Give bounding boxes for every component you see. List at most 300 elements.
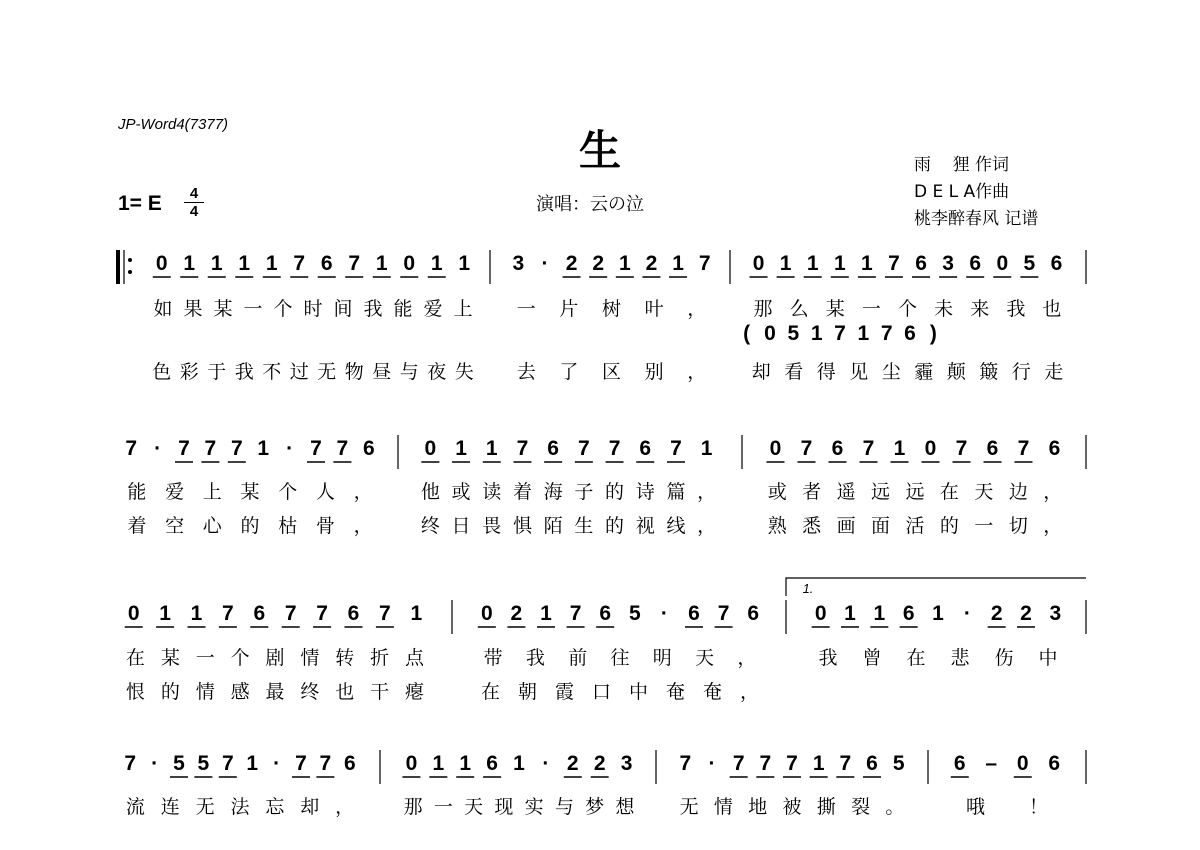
lyric-char: 的 [605,515,625,537]
lyric-char: 。 [885,796,905,818]
time-signature-bottom: 4 [189,203,199,220]
note: 0 [996,252,1009,275]
note: 0 [480,602,493,625]
note: · [542,752,550,775]
note: 6 [866,752,878,775]
lyric-char: 在 [939,481,959,503]
lyric-char: 簸 [979,361,999,383]
lyric-char: 无 [317,361,337,383]
lyric-char: 的 [160,681,180,703]
lyric-char: 远 [905,481,925,503]
aux-note: ) [929,322,937,345]
note: 0 [924,437,937,460]
lyric-char: 在 [480,681,501,703]
lyric-char: 于 [207,361,227,383]
note: 1 [806,252,819,275]
note: 6 [986,437,999,460]
song-title: 生 [578,126,621,175]
lyric-char: 我 [818,647,838,669]
note: 7 [221,752,234,775]
lyric-char: 一 [243,298,263,320]
note: 2 [1020,602,1032,625]
note: 1 [618,252,631,275]
note: 6 [1050,252,1063,275]
lyric-char: 我 [1006,298,1026,320]
note: 3 [942,252,954,275]
lyric-char: 干 [370,681,390,703]
lyric-char: 却 [751,361,771,383]
lyric-char: 剧 [265,647,285,669]
lyricist-credit: 雨 狸 作词 [914,155,1010,175]
lyric-char: ， [335,796,355,818]
lyric-char: 区 [601,361,622,383]
note: 7 [578,437,590,460]
note: 1 [932,602,944,625]
note: 0 [814,602,827,625]
note: 0 [1016,752,1029,775]
note: 7 [310,437,322,460]
lyric-char: 时 [303,298,323,320]
lyric-char: 生 [574,515,594,537]
note: 6 [486,752,498,775]
note: · [963,602,971,625]
lyric-char: 见 [849,361,869,383]
note: · [286,437,294,460]
note: 7 [348,252,361,275]
lyric-char: 不 [262,361,282,383]
lyric-char: 一 [195,647,215,669]
lyric-char: 中 [1038,647,1058,669]
lyric-char: 转 [335,647,355,669]
lyric-char: 骨 [315,515,335,537]
source-label: JP-Word4(7377) [118,116,229,133]
note: 7 [839,752,852,775]
note: 1 [257,437,270,460]
aux-note: 0 [764,322,776,345]
lyric-char: 我 [234,361,254,383]
repeat-dot [128,258,132,262]
lyric-char: 一 [974,515,994,537]
lyric-char: 切 [1008,515,1028,537]
note: 1 [159,602,171,625]
lyric-char: 也 [1042,298,1062,320]
lyric-char: 夜 [427,361,447,383]
note: 2 [593,752,606,775]
lyric-char: 带 [483,647,503,669]
lyric-char: 别 [644,361,664,383]
note: 1 [513,752,525,775]
lyric-char: 我 [525,647,545,669]
note: 7 [862,437,875,460]
lyric-char: 树 [601,298,622,320]
aux-note: 7 [880,322,893,345]
lyric-char: 物 [344,361,364,383]
note: 7 [955,437,968,460]
aux-note: 7 [834,322,846,345]
aux-note: ( [743,322,751,345]
lyric-char: 我 [363,298,383,320]
lyric-char: 空 [165,515,185,537]
lyric-char: ， [739,681,760,703]
lyric-char: 他 [420,481,440,503]
lyric-char: 折 [370,647,390,669]
lyric-char: 看 [784,361,804,383]
lyric-char: 天 [695,647,715,669]
lyric-char: ， [697,481,717,503]
lyric-char: 爱 [165,481,185,503]
composer-credit: D E L A作曲 [914,182,1010,202]
note: 3 [620,752,633,775]
lyric-char: 朝 [517,681,538,703]
note: 1 [672,252,684,275]
lyric-char: 无 [195,796,215,818]
note: 1 [700,437,713,460]
aux-note: 5 [787,322,800,345]
note: 2 [990,602,1003,625]
lyric-char: 尘 [881,361,901,383]
note: 6 [1048,752,1061,775]
note: 7 [717,602,730,625]
lyric-char: 某 [160,647,180,669]
lyric-char: 曾 [862,647,882,669]
lyric-char: 也 [335,681,355,703]
lyric-char: 那 [403,796,423,818]
note: 0 [155,252,168,275]
lyric-char: 着 [127,515,147,537]
lyric-char: 霞 [554,681,575,703]
note: 7 [222,602,234,625]
note: 6 [347,602,360,625]
note: 7 [759,752,772,775]
note: 1 [455,437,467,460]
time-signature-top: 4 [189,185,199,202]
lyric-char: 如 [153,298,173,320]
lyric-char: ， [687,361,707,383]
lyric-char: 活 [905,515,925,537]
lyric-char: 中 [628,681,649,703]
lyric-char: 了 [559,361,579,383]
lyric-char: 那 [753,298,773,320]
note: 5 [628,602,641,625]
note: 5 [892,752,905,775]
note: 7 [230,437,243,460]
note: · [154,437,162,460]
lyric-char: ， [737,647,757,669]
note: 1 [893,437,906,460]
note: 7 [679,752,692,775]
lyric-char: 瘪 [405,681,425,703]
note: 0 [752,252,765,275]
note: 6 [253,602,266,625]
note: 6 [362,437,375,460]
note: 7 [569,602,582,625]
note: 0 [403,252,416,275]
note: 7 [670,437,682,460]
lyric-char: 某 [213,298,233,320]
volta-bracket [786,578,1086,596]
note: · [151,752,159,775]
note: 7 [698,252,711,275]
lyric-char: 彩 [179,361,199,383]
lyric-char: 面 [871,515,891,537]
lyric-char: 某 [825,298,845,320]
note: 7 [800,437,813,460]
note: 7 [125,437,138,460]
note: · [541,252,549,275]
lyric-char: 在 [125,647,145,669]
lyric-char: 失 [454,361,474,383]
lyric-char: 恨 [125,681,145,703]
note: 6 [599,602,612,625]
note: 7 [293,252,306,275]
lyric-char: 流 [125,796,145,818]
note: 0 [405,752,418,775]
note: 6 [831,437,844,460]
note: 7 [316,602,328,625]
note: 2 [510,602,523,625]
note: 7 [1017,437,1030,460]
note: 0 [424,437,437,460]
lyric-char: 行 [1011,361,1031,383]
note: 5 [173,752,185,775]
lyric-char: 去 [516,361,536,383]
note: 1 [238,252,251,275]
lyric-char: ， [687,298,707,320]
note: 6 [915,252,927,275]
note: 1 [410,602,423,625]
lyric-char: 实 [524,796,544,818]
lyric-char: 终 [420,515,440,537]
lyric-char: 某 [240,481,260,503]
lyric-char: 上 [202,481,222,503]
lyric-char: 线 [666,515,686,537]
note: 1 [375,252,388,275]
lyric-char: 明 [652,647,672,669]
lyric-char: 无 [679,796,699,818]
note: 0 [769,437,782,460]
note: 6 [902,602,915,625]
lyric-char: 裂 [851,796,871,818]
key-signature: 1= E [118,192,162,215]
note: 1 [459,752,472,775]
lyric-char: 被 [782,796,802,818]
note: 7 [732,752,745,775]
lyric-char: 未 [934,298,954,320]
repeat-dot [128,270,132,274]
lyric-char: 忘 [265,796,285,818]
lyric-char: 边 [1008,481,1028,503]
note: 7 [888,252,900,275]
lyric-char: 终 [300,681,320,703]
lyric-char: 个 [897,298,918,320]
lyric-char: 爱 [423,298,443,320]
note: – [985,752,998,775]
lyric-char: 的 [939,515,959,537]
lyric-char: 惧 [512,515,532,537]
lyric-char: ， [697,515,717,537]
lyric-char: 能 [393,298,413,320]
note: 6 [969,252,982,275]
volta-label: 1. [802,581,814,596]
note: 6 [953,752,966,775]
lyric-char: 人 [315,481,335,503]
lyric-char: 读 [482,481,502,503]
lyric-char: ， [1043,515,1063,537]
note: 1 [844,602,856,625]
lyric-char: 情 [300,647,320,669]
lyric-char: 哦 [965,796,986,818]
lyric-char: 者 [802,481,822,503]
lyric-char: 点 [405,647,425,669]
aux-note: 6 [904,322,916,345]
note: 7 [204,437,217,460]
lyric-char: 遥 [836,481,856,503]
lyric-char: 篇 [666,481,686,503]
note: 7 [786,752,798,775]
lyric-char: 颠 [946,361,966,383]
note: 1 [183,252,196,275]
note: 7 [516,437,529,460]
note: 1 [873,602,886,625]
note: 3 [512,252,525,275]
lyric-char: 的 [605,481,625,503]
note: 7 [379,602,391,625]
note: 6 [688,602,700,625]
note: 2 [566,752,579,775]
note: 2 [565,252,578,275]
note: · [708,752,716,775]
note: · [273,752,281,775]
lyric-char: 得 [816,361,836,383]
lyric-char: 天 [464,796,484,818]
note: 1 [246,752,259,775]
lyric-char: 天 [974,481,994,503]
note: 1 [861,252,873,275]
lyric-char: 能 [127,481,147,503]
lyric-char: 视 [635,515,655,537]
lyric-char: 或 [451,481,471,503]
note: 6 [639,437,652,460]
note: 1 [432,752,445,775]
lyric-char: 么 [789,298,809,320]
note: 7 [295,752,307,775]
lyric-char: 着 [512,481,532,503]
lyric-char: 上 [453,298,473,320]
lyric-char: 诗 [635,481,655,503]
lyric-char: 过 [289,361,309,383]
note: 1 [430,252,443,275]
lyric-char: 奄 [665,681,686,703]
lyric-char: 片 [559,298,579,320]
lyric-char: 现 [494,796,514,818]
note: 1 [540,602,552,625]
note: 7 [284,602,297,625]
note: · [660,602,668,625]
note: 2 [645,252,658,275]
note: 7 [336,437,349,460]
lyric-char: 走 [1044,361,1064,383]
lyric-char: 间 [333,298,353,320]
lyric-char: 个 [278,481,298,503]
note: 1 [812,752,825,775]
lyric-char: 熟 [767,515,787,537]
lyric-char: 连 [160,796,180,818]
singer-credit: 演唱：云の泣 [536,194,644,215]
lyric-char: 往 [610,647,630,669]
lyric-char: 一 [516,298,536,320]
lyric-char: 一 [433,796,453,818]
lyric-char: 口 [591,681,612,703]
note: 2 [592,252,605,275]
lyric-char: 陌 [543,515,563,537]
note: 7 [608,437,621,460]
lyric-char: ， [353,481,373,503]
note: 1 [190,602,203,625]
lyric-char: 画 [836,515,856,537]
note: 1 [779,252,792,275]
note: 0 [127,602,140,625]
lyric-char: 悉 [802,515,822,537]
lyric-char: 枯 [278,515,298,537]
note: 1 [210,252,223,275]
lyric-char: 前 [568,647,588,669]
note: 6 [1048,437,1061,460]
lyric-char: 色 [152,361,172,383]
lyric-char: 一 [861,298,881,320]
lyric-char: ， [1043,481,1063,503]
note: 6 [320,252,333,275]
lyric-char: 撕 [816,796,836,818]
lyric-char: 在 [906,647,926,669]
lyric-char: 最 [265,681,285,703]
lyric-char: 或 [767,481,787,503]
lyric-char: 梦 [585,796,605,818]
note: 7 [319,752,332,775]
lyric-char: ， [353,515,373,537]
note: 3 [1049,602,1062,625]
lyric-char: 畏 [482,515,502,537]
lyric-char: 海 [543,481,563,503]
lyric-char: 日 [451,515,471,537]
lyric-char: 却 [300,796,320,818]
lyric-char: 奄 [702,681,723,703]
note: 6 [343,752,356,775]
lyric-char: 伤 [994,647,1014,669]
lyric-char: 情 [713,796,733,818]
note: 1 [833,252,846,275]
lyric-char: 与 [399,361,419,383]
lyric-char: 地 [748,796,768,818]
lyric-char: 霾 [914,361,934,383]
aux-note: 1 [857,322,870,345]
lyric-char: 感 [230,681,250,703]
note: 1 [265,252,278,275]
note: 5 [197,752,210,775]
lyric-char: 个 [273,298,293,320]
lyric-char: 的 [240,515,260,537]
aux-note: 1 [810,322,823,345]
note: 1 [458,252,471,275]
lyric-char: 法 [230,796,250,818]
lyric-char: 子 [574,481,594,503]
lyric-char: ！ [1028,796,1049,818]
transcriber-credit: 桃李醉春风 记谱 [914,209,1039,229]
lyric-char: 情 [195,681,215,703]
lyric-char: 想 [615,796,635,818]
lyric-char: 个 [230,647,250,669]
lyric-char: 远 [871,481,891,503]
note: 7 [178,437,190,460]
